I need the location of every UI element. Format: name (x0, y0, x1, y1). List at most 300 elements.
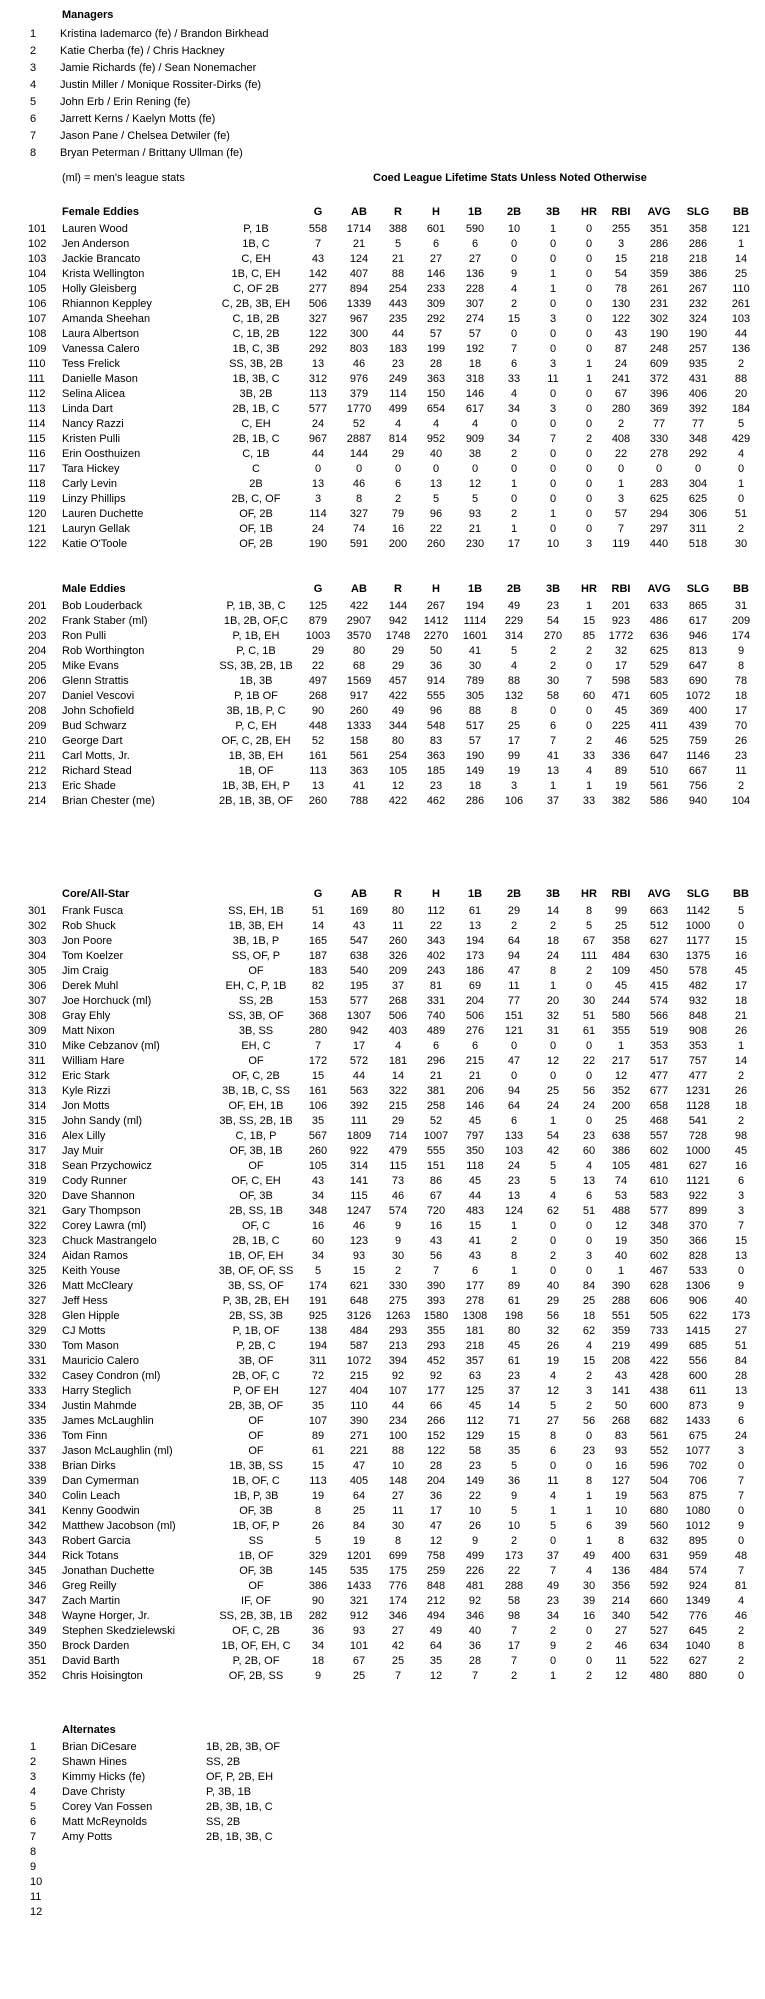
stat-cell: 0 (394, 463, 402, 475)
table-row (0, 1024, 765, 1039)
table-row (0, 1249, 765, 1264)
table-row (0, 1384, 765, 1399)
stat-cell: 386 (688, 268, 708, 280)
alternate-positions: P, 3B, 1B (206, 1786, 252, 1798)
stat-cell: 96 (429, 508, 443, 520)
stat-cell: 363 (349, 765, 369, 777)
stat-cell: 452 (426, 1355, 446, 1367)
stat-cell: 296 (426, 1055, 446, 1067)
stat-cell: 37 (546, 795, 560, 807)
stat-cell: 600 (649, 1400, 669, 1412)
player-number: 332 (28, 1370, 47, 1382)
player-positions: 1B, OF, P (232, 1520, 280, 1532)
stat-cell: 0 (549, 448, 557, 460)
stat-cell: 213 (388, 1340, 408, 1352)
stat-cell: 959 (688, 1550, 708, 1562)
stat-cell: 393 (426, 1295, 446, 1307)
stat-cell: 555 (426, 690, 446, 702)
stat-cell: 32 (546, 1325, 560, 1337)
stat-cell: 45 (468, 1115, 482, 1127)
player-name: Jon Poore (62, 935, 113, 947)
stat-cell: 244 (611, 995, 631, 1007)
stat-cell: 894 (349, 283, 369, 295)
stat-cell: 0 (549, 253, 557, 265)
player-number: 349 (28, 1625, 47, 1637)
player-name: Jackie Brancato (62, 253, 141, 265)
stat-cell: 24 (582, 1100, 596, 1112)
stat-cell: 33 (507, 373, 521, 385)
player-number: 204 (28, 645, 47, 657)
player-number: 202 (28, 615, 47, 627)
stat-cell: 243 (426, 965, 446, 977)
stat-cell: 161 (308, 750, 328, 762)
stat-cell: 35 (311, 1400, 325, 1412)
stat-cell: 2 (510, 448, 518, 460)
stat-cell: 2 (510, 1670, 518, 1682)
stat-cell: 18 (546, 935, 560, 947)
column-header: HR (581, 206, 597, 218)
stat-cell: 6 (549, 720, 557, 732)
stat-cell: 873 (688, 1400, 708, 1412)
stat-cell: 29 (391, 660, 405, 672)
stat-cell: 557 (649, 1130, 669, 1142)
stat-cell: 567 (308, 1130, 328, 1142)
stat-cell: 309 (426, 298, 446, 310)
stat-cell: 2 (549, 920, 557, 932)
player-positions: P, C, EH (235, 720, 277, 732)
stat-cell: 17 (734, 980, 748, 992)
stat-cell: 149 (465, 765, 485, 777)
stat-cell: 405 (349, 1475, 369, 1487)
column-header: AB (351, 206, 367, 218)
player-name: Jay Muir (62, 1145, 104, 1157)
stat-cell: 133 (504, 1130, 524, 1142)
stat-cell: 63 (468, 1370, 482, 1382)
stat-cell: 119 (612, 538, 630, 550)
stat-cell: 11 (392, 920, 404, 932)
stat-cell: 114 (309, 508, 327, 520)
stat-cell: 33 (582, 795, 596, 807)
stat-cell: 0 (585, 508, 593, 520)
stat-cell: 30 (582, 1580, 596, 1592)
player-positions: OF, C, 2B (232, 1625, 280, 1637)
stat-cell: 4 (510, 388, 518, 400)
alternate-positions: SS, 2B (206, 1816, 241, 1828)
player-number: 322 (28, 1220, 47, 1232)
column-header: AVG (647, 888, 671, 900)
stat-cell: 0 (585, 720, 593, 732)
table-row (0, 1354, 765, 1369)
stat-cell: 80 (391, 905, 405, 917)
stat-cell: 57 (429, 328, 443, 340)
stat-cell: 30 (582, 995, 596, 1007)
alternate-positions: 2B, 3B, 1B, C (206, 1801, 273, 1813)
stat-cell: 477 (688, 1070, 708, 1082)
stat-cell: 283 (649, 478, 669, 490)
stat-cell: 344 (388, 720, 408, 732)
player-positions: OF, C, 2B, EH (221, 735, 291, 747)
stat-cell: 29 (391, 645, 405, 657)
section-title: Core/All-Star (62, 888, 130, 900)
stat-cell: 32 (614, 645, 628, 657)
stat-cell: 235 (388, 313, 408, 325)
player-number: 303 (28, 935, 47, 947)
stat-cell: 2 (394, 493, 402, 505)
stat-cell: 776 (388, 1580, 408, 1592)
stat-cell: 617 (465, 403, 485, 415)
stat-cell: 1121 (686, 1175, 710, 1187)
stat-cell: 0 (737, 1505, 745, 1517)
stat-cell: 194 (465, 935, 485, 947)
table-row (0, 447, 765, 462)
table-row (0, 1444, 765, 1459)
stat-cell: 21 (391, 253, 405, 265)
stat-cell: 121 (504, 1025, 524, 1037)
stat-cell: 201 (611, 600, 631, 612)
stat-cell: 276 (465, 1025, 485, 1037)
player-positions: C, 1B, 2B (232, 328, 280, 340)
stat-cell: 25 (614, 1115, 628, 1127)
table-row (0, 1519, 765, 1534)
stat-cell: 439 (688, 720, 708, 732)
player-name: Jim Craig (62, 965, 109, 977)
stat-cell: 2907 (346, 615, 372, 627)
stat-cell: 6 (471, 238, 479, 250)
player-name: Bob Louderback (62, 600, 143, 612)
stat-cell: 29 (507, 905, 521, 917)
stat-cell: 267 (426, 600, 446, 612)
stat-cell: 306 (688, 508, 708, 520)
stat-cell: 6 (432, 238, 440, 250)
player-name: Dan Cymerman (62, 1475, 140, 1487)
stat-cell: 114 (389, 388, 407, 400)
stat-cell: 406 (688, 388, 708, 400)
table-row (0, 1264, 765, 1279)
stat-cell: 40 (468, 1625, 482, 1637)
stat-cell: 6 (737, 1415, 745, 1427)
stat-cell: 96 (429, 705, 443, 717)
player-name: Mike Cebzanov (ml) (62, 1040, 160, 1052)
stat-cell: 1748 (385, 630, 411, 642)
stat-cell: 230 (465, 538, 485, 550)
stat-cell: 12 (546, 1385, 560, 1397)
player-number: 339 (28, 1475, 47, 1487)
alternate-number: 1 (30, 1741, 37, 1753)
stat-cell: 22 (311, 660, 325, 672)
stat-cell: 471 (611, 690, 631, 702)
stat-cell: 199 (426, 343, 446, 355)
stat-cell: 9 (510, 268, 518, 280)
stat-cell: 5 (549, 1160, 557, 1172)
stat-cell: 52 (311, 735, 325, 747)
stat-cell: 348 (688, 433, 708, 445)
stat-cell: 288 (611, 1295, 631, 1307)
stat-cell: 54 (546, 1130, 560, 1142)
stat-cell: 41 (468, 1235, 482, 1247)
stat-cell: 9 (314, 1670, 322, 1682)
stat-cell: 118 (466, 1160, 484, 1172)
stat-cell: 2 (549, 1625, 557, 1637)
player-positions: C, 1B, P (235, 1130, 277, 1142)
stat-cell: 92 (468, 1595, 482, 1607)
stat-cell: 625 (649, 645, 669, 657)
player-name: Nancy Razzi (62, 418, 124, 430)
stat-cell: 22 (468, 1490, 482, 1502)
player-name: Jeff Hess (62, 1295, 108, 1307)
stat-cell: 0 (510, 238, 518, 250)
stat-cell: 6 (432, 1040, 440, 1052)
stat-cell: 8 (549, 965, 557, 977)
section-header (0, 582, 765, 597)
stat-cell: 484 (349, 1325, 369, 1337)
stat-cell: 129 (465, 1430, 485, 1442)
stat-cell: 187 (308, 950, 328, 962)
stat-cell: 125 (465, 1385, 485, 1397)
stat-cell: 551 (611, 1310, 631, 1322)
player-number: 111 (28, 373, 45, 385)
table-row (0, 1174, 765, 1189)
player-name: Casey Condron (ml) (62, 1370, 161, 1382)
column-header: HR (581, 888, 597, 900)
player-positions: SS, 3B, OF (228, 1010, 284, 1022)
stat-cell: 572 (349, 1055, 369, 1067)
stat-cell: 504 (649, 1475, 669, 1487)
column-header: BB (733, 888, 749, 900)
stat-cell: 88 (391, 268, 405, 280)
table-row (0, 659, 765, 674)
stat-cell: 797 (465, 1130, 485, 1142)
stat-cell: 690 (688, 675, 708, 687)
stat-cell: 4 (585, 765, 593, 777)
stat-cell: 172 (308, 1055, 328, 1067)
stat-cell: 29 (311, 645, 325, 657)
stat-cell: 1 (737, 478, 745, 490)
stat-cell: 348 (308, 1205, 328, 1217)
stat-cell: 675 (688, 1430, 708, 1442)
stat-cell: 215 (349, 1370, 369, 1382)
stat-cell: 558 (308, 223, 328, 235)
stat-cell: 124 (349, 253, 369, 265)
column-header: 1B (467, 888, 483, 900)
stat-cell: 431 (688, 373, 708, 385)
stat-cell: 0 (549, 1535, 557, 1547)
stat-cell: 706 (688, 1475, 708, 1487)
stat-cell: 404 (349, 1385, 369, 1397)
stat-cell: 2 (585, 965, 593, 977)
stat-cell: 71 (507, 1415, 521, 1427)
stat-cell: 578 (688, 965, 708, 977)
stat-cell: 0 (737, 1265, 745, 1277)
stat-cell: 225 (611, 720, 631, 732)
stat-cell: 477 (649, 1070, 669, 1082)
stat-cell: 190 (308, 538, 328, 550)
stat-cell: 667 (688, 765, 708, 777)
player-number: 121 (28, 523, 47, 535)
stat-cell: 5 (737, 905, 745, 917)
stat-cell: 1 (549, 980, 557, 992)
stat-cell: 369 (649, 403, 669, 415)
stat-cell: 368 (308, 1010, 328, 1022)
stat-cell: 386 (611, 1145, 631, 1157)
stat-cell: 190 (649, 328, 669, 340)
stat-cell: 2 (549, 645, 557, 657)
stat-cell: 15 (311, 1070, 325, 1082)
stat-cell: 61 (582, 1025, 596, 1037)
stat-cell: 107 (308, 1415, 328, 1427)
stat-cell: 60 (311, 1235, 325, 1247)
stat-cell: 327 (349, 508, 369, 520)
stat-cell: 7 (585, 675, 593, 687)
stat-cell: 34 (507, 403, 521, 415)
stat-cell: 5 (314, 1265, 322, 1277)
stat-cell: 169 (349, 905, 369, 917)
stat-cell: 11 (392, 1505, 404, 1517)
player-positions: SS, 3B, 2B, 1B (219, 660, 293, 672)
table-row (0, 1309, 765, 1324)
stat-cell: 2 (737, 1625, 745, 1637)
player-number: 330 (28, 1340, 47, 1352)
stat-cell: 93 (352, 1625, 366, 1637)
stat-cell: 6 (585, 1520, 593, 1532)
player-name: Jonathan Duchette (62, 1565, 155, 1577)
stat-cell: 631 (649, 1550, 669, 1562)
stat-cell: 26 (546, 1340, 560, 1352)
stat-cell: 0 (549, 463, 557, 475)
stat-cell: 181 (465, 1325, 485, 1337)
stat-cell: 7 (510, 343, 518, 355)
stat-cell: 527 (649, 1625, 669, 1637)
stat-cell: 1 (585, 600, 593, 612)
stat-cell: 506 (308, 298, 328, 310)
stat-cell: 85 (582, 630, 596, 642)
stat-cell: 37 (391, 980, 405, 992)
table-row (0, 282, 765, 297)
stat-cell: 3 (549, 403, 557, 415)
stat-cell: 19 (546, 1355, 560, 1367)
player-name: Aidan Ramos (62, 1250, 129, 1262)
table-row (0, 1009, 765, 1024)
stat-cell: 403 (388, 1025, 408, 1037)
stat-cell: 0 (355, 463, 363, 475)
stat-cell: 90 (311, 705, 325, 717)
stat-cell: 10 (546, 538, 560, 550)
stat-cell: 400 (611, 1550, 631, 1562)
stat-cell: 3570 (346, 630, 372, 642)
stat-cell: 489 (426, 1025, 446, 1037)
table-row (0, 357, 765, 372)
player-positions: 3B, 2B (239, 388, 273, 400)
stat-cell: 448 (308, 720, 328, 732)
stat-cell: 47 (507, 965, 521, 977)
table-row (0, 1624, 765, 1639)
player-positions: 2B, 1B, 3B, OF (219, 795, 293, 807)
player-name: Mauricio Calero (62, 1355, 140, 1367)
stat-cell: 106 (308, 1100, 328, 1112)
player-positions: 2B (249, 478, 263, 490)
player-number: 307 (28, 995, 47, 1007)
player-number: 104 (28, 268, 47, 280)
stat-cell: 288 (504, 1580, 524, 1592)
stat-cell: 113 (309, 1475, 327, 1487)
stat-cell: 363 (426, 750, 446, 762)
table-row (0, 267, 765, 282)
stat-cell: 0 (549, 328, 557, 340)
stat-cell: 318 (465, 373, 485, 385)
alternate-number: 6 (30, 1816, 37, 1828)
stat-cell: 3 (617, 493, 625, 505)
alternate-name: Corey Van Fossen (62, 1801, 153, 1813)
stat-cell: 192 (465, 343, 485, 355)
player-number: 341 (28, 1505, 47, 1517)
stat-cell: 233 (426, 283, 446, 295)
player-positions: 2B, 1B, C (232, 1235, 280, 1247)
table-row (0, 327, 765, 342)
stat-cell: 8 (585, 905, 593, 917)
player-positions: C, 1B, 2B (232, 313, 280, 325)
stat-cell: 370 (688, 1220, 708, 1232)
player-name: Krista Wellington (62, 268, 145, 280)
table-row (0, 644, 765, 659)
section-title: Male Eddies (62, 583, 126, 595)
stat-cell: 0 (510, 1070, 518, 1082)
stat-cell: 1306 (685, 1280, 711, 1292)
stat-cell: 2 (737, 358, 745, 370)
stat-cell: 535 (349, 1565, 369, 1577)
stat-cell: 0 (585, 253, 593, 265)
table-row (0, 674, 765, 689)
stat-cell: 77 (691, 418, 705, 430)
player-positions: P, 1B, EH (232, 630, 280, 642)
stat-cell: 66 (429, 1400, 443, 1412)
stat-cell: 62 (546, 1205, 560, 1217)
stat-cell: 1 (617, 1265, 625, 1277)
stat-cell: 34 (311, 1250, 325, 1262)
table-row (0, 372, 765, 387)
stat-cell: 627 (688, 1160, 708, 1172)
player-number: 211 (28, 750, 46, 762)
stat-cell: 214 (611, 1595, 631, 1607)
stat-cell: 280 (611, 403, 631, 415)
manager-name: Jason Pane / Chelsea Detwiler (fe) (60, 130, 230, 142)
stat-cell: 922 (688, 1190, 708, 1202)
stat-cell: 0 (737, 1670, 745, 1682)
stat-cell: 386 (308, 1580, 328, 1592)
player-positions: 2B, C, OF (231, 493, 281, 505)
player-number: 350 (28, 1640, 47, 1652)
stat-cell: 574 (649, 995, 669, 1007)
player-positions: SS, OF, P (231, 950, 281, 962)
player-name: Robert Garcia (62, 1535, 131, 1547)
stat-cell: 26 (468, 1520, 482, 1532)
column-header: 2B (506, 888, 522, 900)
stat-cell: 1375 (685, 950, 711, 962)
table-row (0, 1459, 765, 1474)
manager-name: Jamie Richards (fe) / Sean Nonemacher (60, 62, 257, 74)
stat-cell: 25 (507, 720, 521, 732)
stat-cell: 111 (580, 950, 598, 962)
player-name: William Hare (62, 1055, 125, 1067)
stat-cell: 680 (649, 1505, 669, 1517)
player-number: 207 (28, 690, 47, 702)
column-header: 1B (467, 583, 483, 595)
player-positions: 2B, SS, 1B (229, 1205, 283, 1217)
stat-cell: 592 (649, 1580, 669, 1592)
stat-cell: 1003 (305, 630, 331, 642)
player-positions: P, 3B, 2B, EH (222, 1295, 290, 1307)
player-number: 115 (28, 433, 46, 445)
stat-cell: 392 (349, 1100, 369, 1112)
player-positions: SS (248, 1535, 264, 1547)
